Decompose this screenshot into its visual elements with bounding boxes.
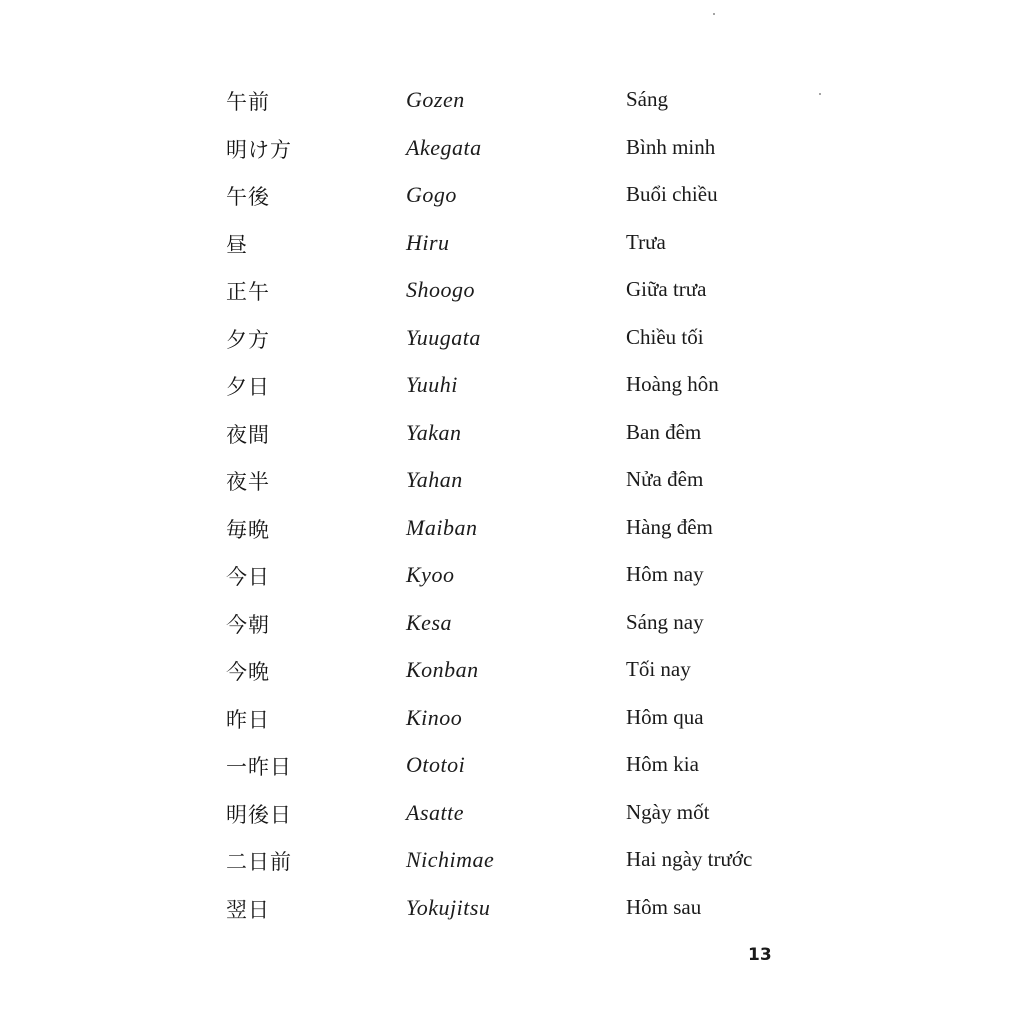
kanji-term: 夕日 xyxy=(226,375,270,399)
vocab-row xyxy=(222,458,822,506)
kanji-term: 夜間 xyxy=(226,422,270,447)
romaji-reading: Yokujitsu xyxy=(406,894,491,920)
kanji-term: 二日前 xyxy=(226,850,292,874)
vietnamese-meaning: Tối nay xyxy=(626,657,691,681)
romaji-reading: Yuuhi xyxy=(406,372,458,397)
romaji-reading: Maiban xyxy=(406,514,478,540)
vocab-row xyxy=(222,126,822,174)
romaji-reading: Yakan xyxy=(406,419,462,445)
vietnamese-meaning: Hai ngày trước xyxy=(626,847,753,871)
kanji-term: 今日 xyxy=(226,565,270,589)
vocab-row xyxy=(222,221,822,269)
vocab-row xyxy=(222,696,822,744)
kanji-term: 午前 xyxy=(226,90,270,114)
romaji-reading: Yahan xyxy=(406,467,463,492)
romaji-reading: Kesa xyxy=(406,609,452,635)
vietnamese-meaning: Sáng xyxy=(626,87,668,111)
vocab-row xyxy=(222,506,822,554)
vietnamese-meaning: Hôm nay xyxy=(626,562,704,586)
kanji-term: 一昨日 xyxy=(226,755,292,779)
page-number: 13 xyxy=(748,945,772,965)
romaji-reading: Akegata xyxy=(406,134,482,160)
kanji-term: 今朝 xyxy=(226,612,270,637)
kanji-term: 夜半 xyxy=(226,470,270,494)
kanji-term: 午後 xyxy=(226,185,270,209)
kanji-term: 今晩 xyxy=(226,660,270,684)
vietnamese-meaning: Sáng nay xyxy=(626,609,704,634)
kanji-term: 夕方 xyxy=(226,327,270,352)
vocabulary-list xyxy=(222,78,822,933)
kanji-term: 昼 xyxy=(226,232,248,257)
vietnamese-meaning: Hôm qua xyxy=(626,704,704,729)
kanji-term: 正午 xyxy=(226,280,270,304)
vietnamese-meaning: Buổi chiều xyxy=(626,182,718,206)
vietnamese-meaning: Ngày mốt xyxy=(626,799,710,824)
vietnamese-meaning: Trưa xyxy=(626,229,666,254)
vocab-row xyxy=(222,411,822,459)
romaji-reading: Konban xyxy=(406,657,479,682)
vocab-row xyxy=(222,363,822,411)
vocab-row xyxy=(222,601,822,649)
vocab-row xyxy=(222,316,822,364)
romaji-reading: Gogo xyxy=(406,182,457,207)
vocab-row xyxy=(222,743,822,791)
romaji-reading: Asatte xyxy=(406,799,464,825)
romaji-reading: Ototoi xyxy=(406,752,466,777)
vietnamese-meaning: Hôm sau xyxy=(626,894,702,919)
romaji-reading: Kyoo xyxy=(406,562,455,587)
vocab-row xyxy=(222,838,822,886)
vocab-row xyxy=(222,886,822,934)
vocab-row xyxy=(222,553,822,601)
vocab-row xyxy=(222,78,822,126)
romaji-reading: Nichimae xyxy=(406,847,495,872)
romaji-reading: Kinoo xyxy=(406,704,463,730)
vocab-row xyxy=(222,791,822,839)
vocab-row xyxy=(222,268,822,316)
scan-speck xyxy=(713,13,715,15)
romaji-reading: Hiru xyxy=(406,229,450,255)
vietnamese-meaning: Ban đêm xyxy=(626,419,702,444)
kanji-term: 翌日 xyxy=(226,897,270,922)
vietnamese-meaning: Nửa đêm xyxy=(626,467,704,491)
kanji-term: 毎晩 xyxy=(226,517,270,542)
romaji-reading: Yuugata xyxy=(406,324,481,350)
kanji-term: 明け方 xyxy=(226,137,292,162)
vietnamese-meaning: Hoàng hôn xyxy=(626,372,719,396)
kanji-term: 昨日 xyxy=(226,707,270,732)
vietnamese-meaning: Giữa trưa xyxy=(626,277,707,301)
vietnamese-meaning: Bình minh xyxy=(626,134,716,159)
kanji-term: 明後日 xyxy=(226,802,292,827)
vietnamese-meaning: Chiều tối xyxy=(626,324,704,349)
romaji-reading: Gozen xyxy=(406,87,465,112)
vocab-row xyxy=(222,173,822,221)
vietnamese-meaning: Hàng đêm xyxy=(626,514,713,539)
vietnamese-meaning: Hôm kia xyxy=(626,752,699,776)
romaji-reading: Shoogo xyxy=(406,277,475,302)
vocab-row xyxy=(222,648,822,696)
